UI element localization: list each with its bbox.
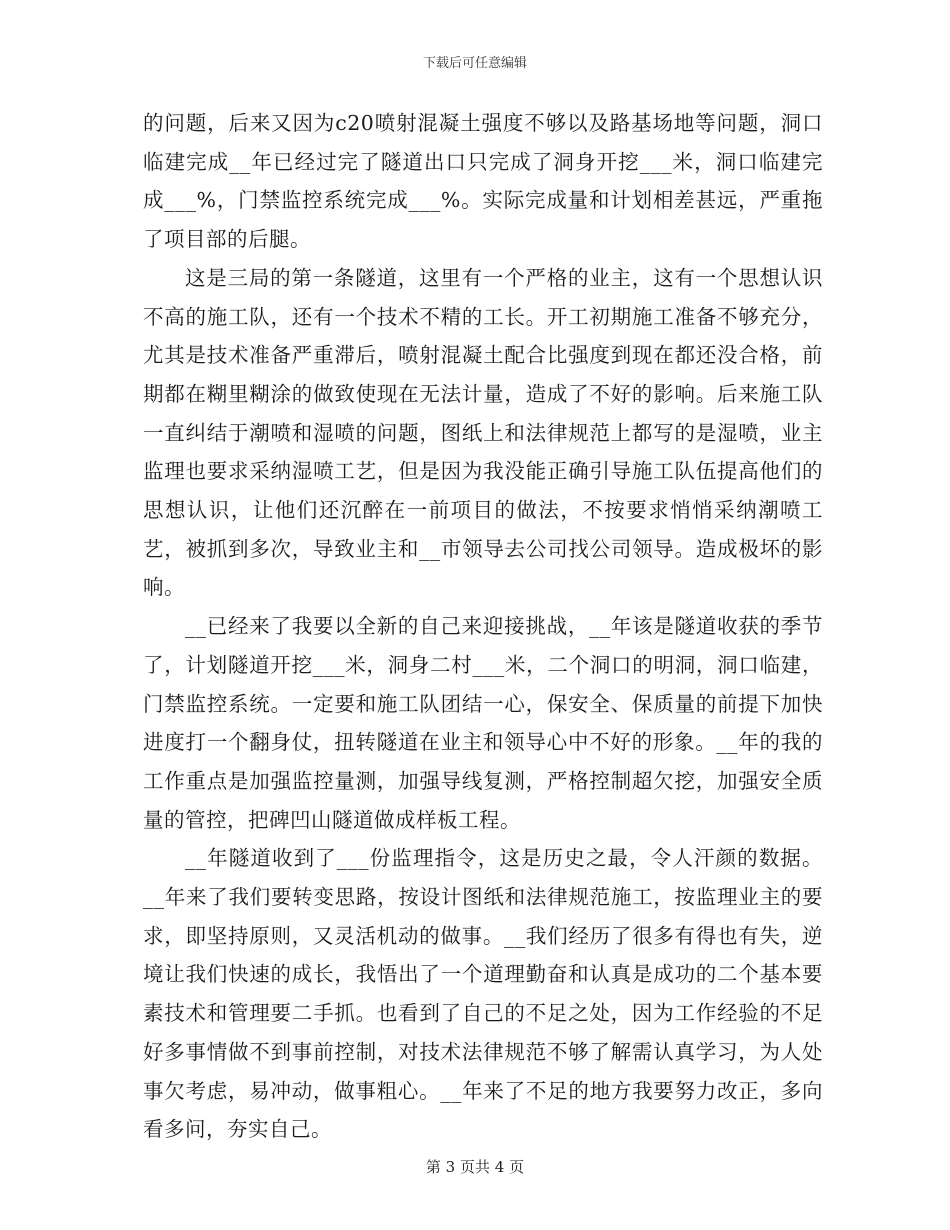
paragraph-2: 这是三局的第一条隧道，这里有一个严格的业主，这有一个思想认识不高的施工队，还有一个技术不精的工长。开工初期施工准备不够充分，尤其是技术准备严重滞后，喷射混凝土配合比强度到现在都还没合格，前期都在糊里糊涂的做致使现在无法计量，造成了不好的影响。后来施工队一直纠结于潮喷和湿喷的问题，图纸上和法律规范上都写的是湿喷，业主监理也要求采纳湿喷工艺，但是因为我没能正确引导施工队伍提高他们的思想认识，让他们还沉醉在一前项目的做法，不按要求悄悄采纳潮喷工艺，被抓到多次，导致业主和__市领导去公司找公司领导。造成极坏的影响。 bbox=[143, 265, 823, 600]
paragraph-4: __年隧道收到了___份监理指令，这是历史之最，令人汗颜的数据。__年来了我们要转变思路，按设计图纸和法律规范施工，按监理业主的要求，即坚持原则，又灵活机动的做事。__我们经历了很多有得也有失，逆境让我们快速的成长，我悟出了一个道理勤奋和认真是成功的二个基本要素技术和管理要二手抓。也看到了自己的不足之处，因为工作经验的不足好多事情做不到事前控制，对技术法律规范不够了解需认真学习，为人处事欠考虑，易冲动，做事粗心。__年来了不足的地方我要努力改正，多向看多问，夯实自己。 bbox=[143, 846, 823, 1142]
paragraph-3: __已经来了我要以全新的自己来迎接挑战，__年该是隧道收获的季节了，计划隧道开挖___米，洞身二村___米，二个洞口的明洞，洞口临建，门禁监控系统。一定要和施工队团结一心，保安全、保质量的前提下加快进度打一个翻身仗，扭转隧道在业主和领导心中不好的形象。__年的我的工作重点是加强监控量测，加强导线复测，严格控制超欠挖，加强安全质量的管控，把碑凹山隧道做成样板工程。 bbox=[143, 614, 823, 832]
paragraph-1: 的问题，后来又因为c20喷射混凝土强度不够以及路基场地等问题，洞口临建完成__年已经过完了隧道出口只完成了洞身开挖___米，洞口临建完成___%，门禁监控系统完成___%。实际完成量和计划相差甚远，严重拖了项目部的后腿。 bbox=[143, 111, 823, 252]
page-number: 第 3 页共 4 页 bbox=[425, 1158, 525, 1176]
document-body bbox=[143, 104, 823, 1149]
page-header: 下载后可任意编辑 bbox=[422, 56, 527, 71]
